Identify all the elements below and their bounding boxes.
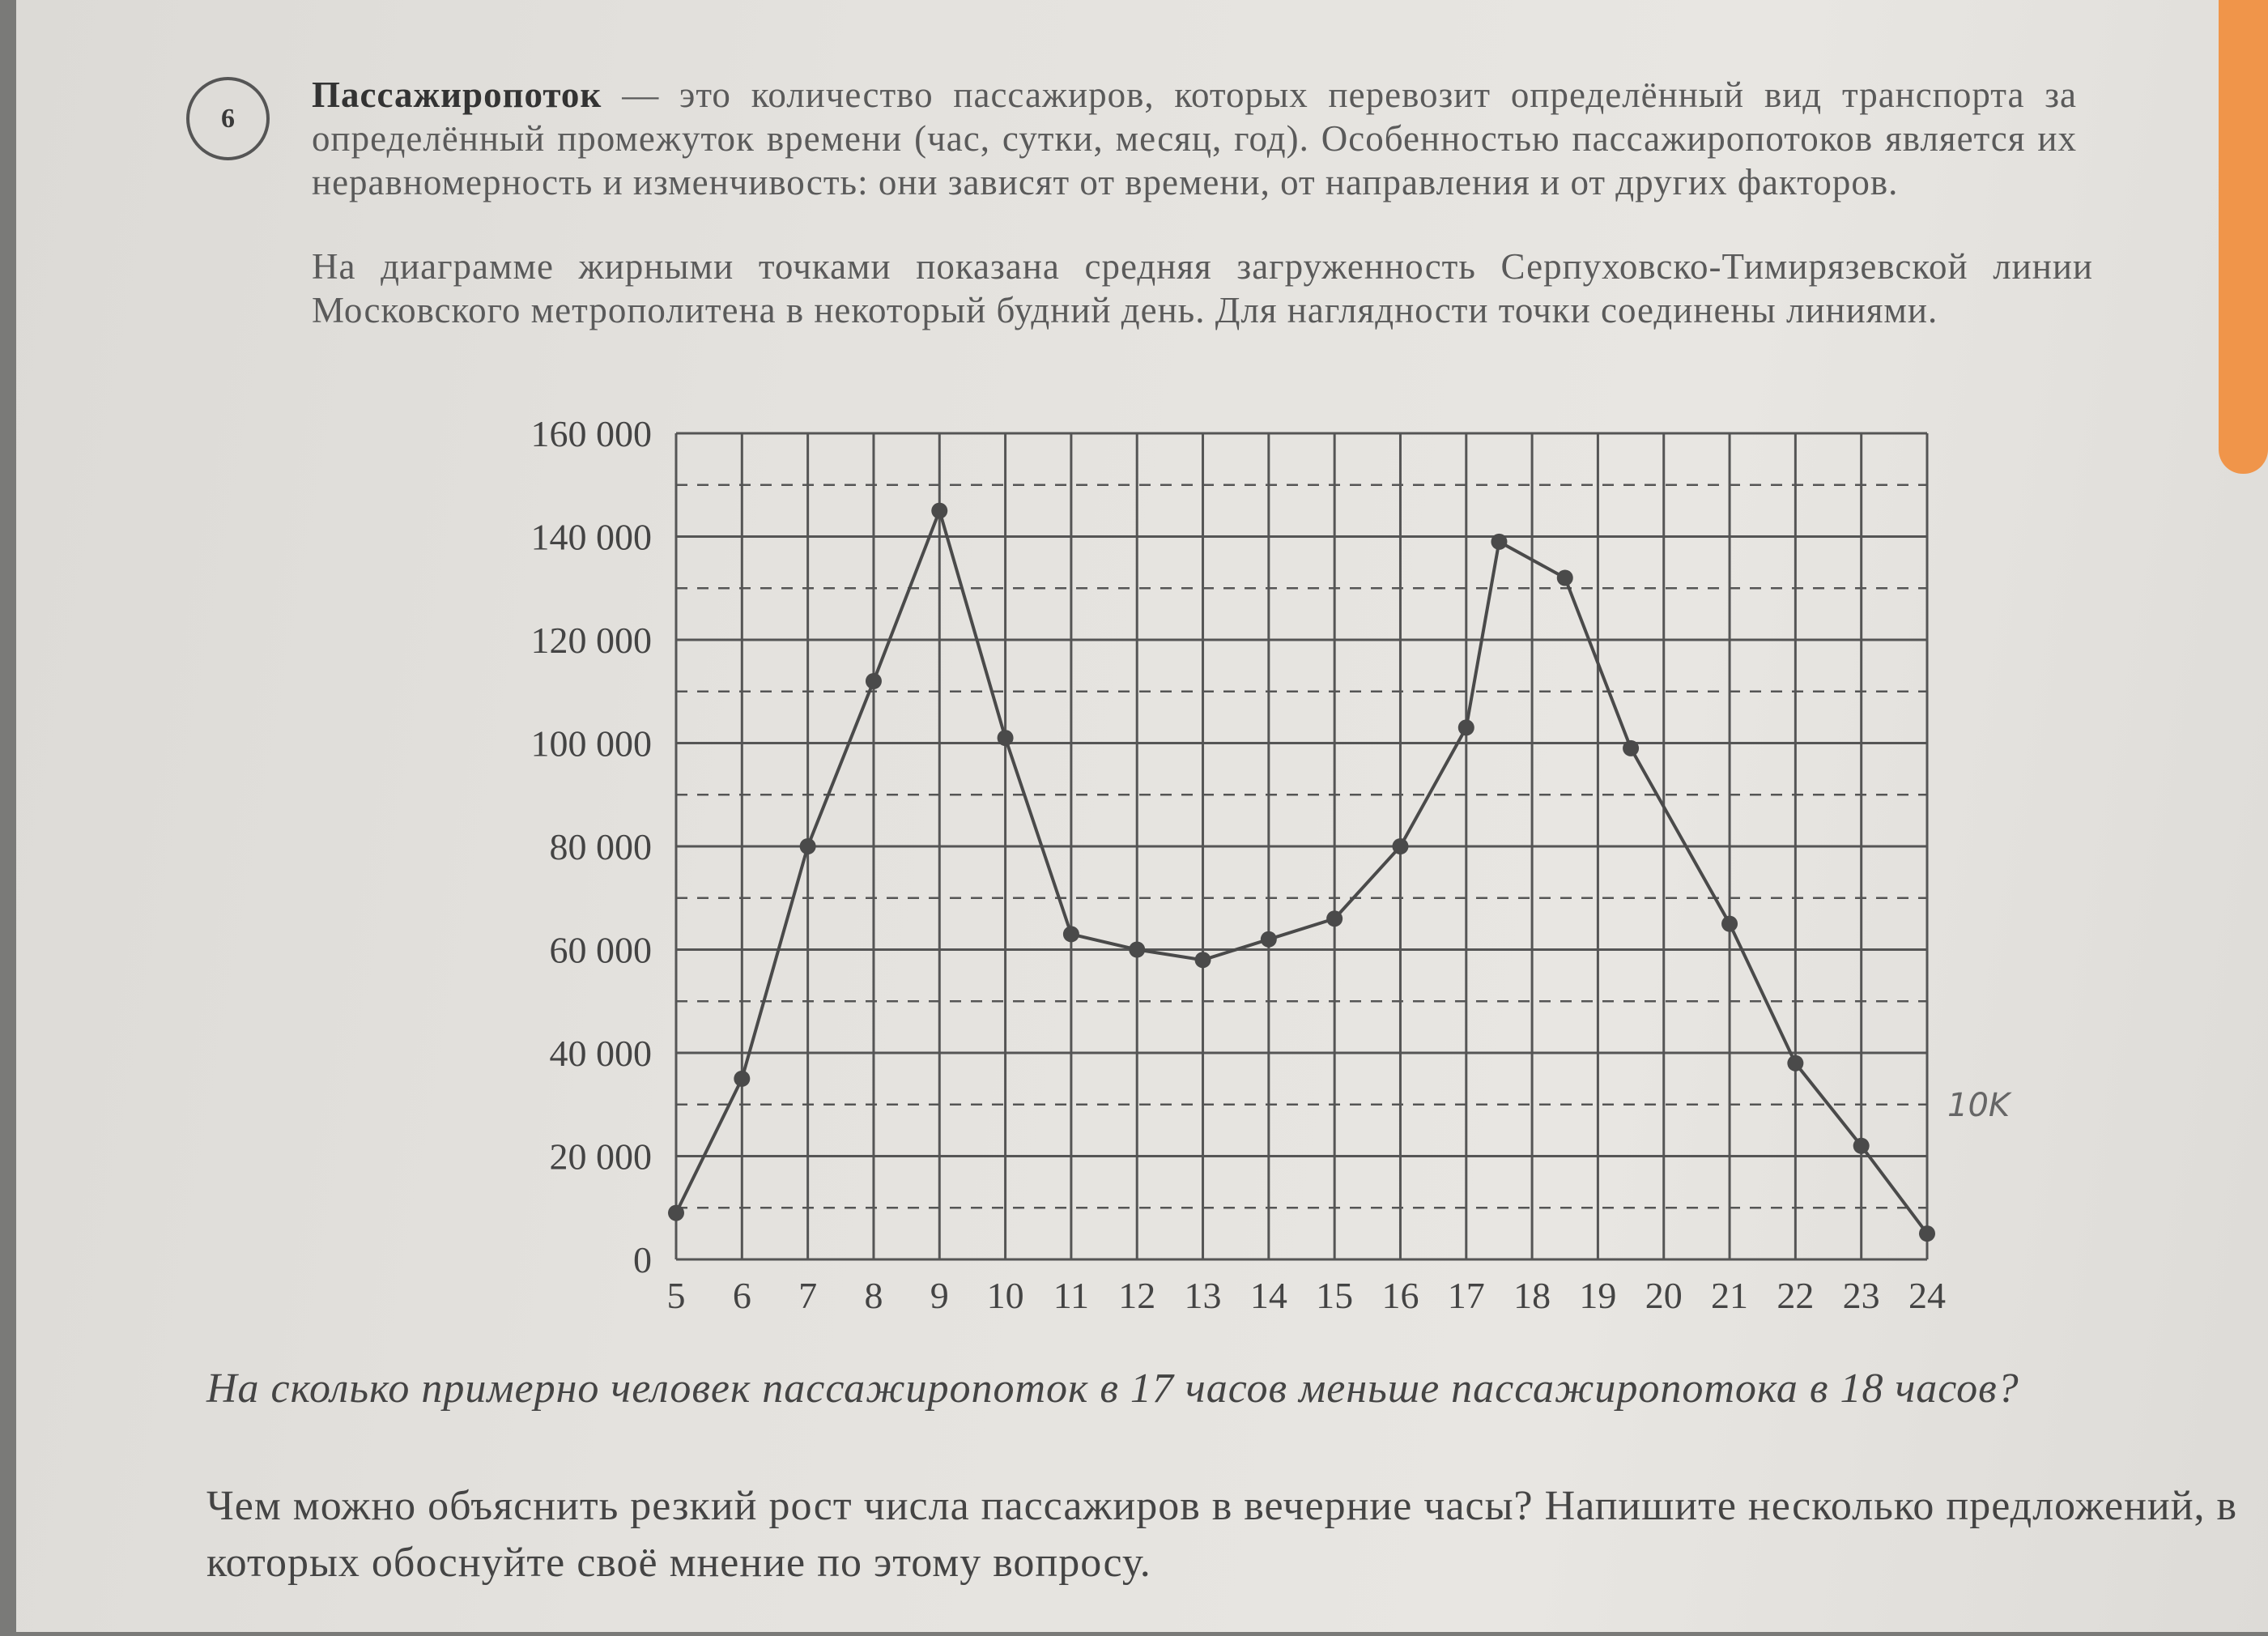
data-point [1129,942,1145,958]
question-2: Чем можно объяснить резкий рост числа пассажиров в вечерние часы? Напишите несколько предложений, в которых обоснуйте своё мнение по этому вопросу. [206,1483,2238,1586]
x-tick-label: 5 [666,1275,686,1316]
x-tick-label: 11 [1053,1275,1090,1316]
y-tick-label: 140 000 [530,516,652,558]
x-tick-label: 8 [864,1275,883,1316]
x-tick-label: 6 [732,1275,751,1316]
data-point [1491,534,1507,550]
y-tick-label: 60 000 [549,929,652,971]
data-point [734,1071,750,1087]
x-tick-label: 9 [930,1275,949,1316]
x-tick-label: 16 [1381,1275,1419,1316]
x-tick-label: 23 [1842,1275,1880,1316]
definition-text: — это количество пассажиров, которых перевозит определённый вид транспорта за определённый промежуток времени (час, сутки, месяц, год). Особенностью пассажиропотоков является их неравномерность и изменчивость: они зависят от времени, от направления и от других факторов. [312,75,2077,202]
handwritten-annotation: 10K [1947,1086,2011,1124]
y-tick-label: 80 000 [549,826,652,867]
data-point [998,730,1014,746]
data-point [1326,910,1343,927]
data-point [1557,570,1573,586]
diagram-description: На диаграмме жирными точками показана средняя загруженность Серпуховско-Тимирязевской линии Московского метрополитена в некоторый будний день. Для наглядности точки соединены линиями. [312,246,2093,330]
task-number: 6 [186,77,270,160]
x-tick-label: 13 [1184,1275,1222,1316]
data-point [1721,916,1738,932]
data-point [1261,931,1277,948]
x-tick-label: 17 [1447,1275,1485,1316]
question-1: На сколько примерно человек пассажиропоток в 17 часов меньше пассажиропотока в 18 часов? [206,1365,2019,1412]
y-tick-label: 40 000 [549,1033,652,1074]
data-point [866,673,882,689]
data-point [1787,1055,1803,1071]
y-tick-label: 0 [633,1239,652,1280]
x-tick-label: 15 [1316,1275,1354,1316]
data-point [1853,1138,1870,1154]
x-tick-label: 12 [1118,1275,1156,1316]
x-tick-label: 22 [1777,1275,1815,1316]
y-tick-label: 20 000 [549,1135,652,1178]
data-point [800,838,816,854]
y-tick-label: 100 000 [530,722,652,765]
y-tick-label: 160 000 [530,413,652,454]
x-tick-label: 14 [1249,1275,1287,1316]
x-tick-label: 24 [1908,1275,1946,1316]
term: Пассажиропоток [312,75,602,115]
data-point [1195,952,1211,968]
data-point [1063,926,1079,942]
data-point [1392,838,1408,854]
data-point [1458,719,1474,735]
x-tick-label: 19 [1579,1275,1617,1316]
x-tick-label: 7 [798,1275,818,1316]
data-point [668,1205,684,1221]
x-tick-label: 10 [986,1275,1024,1316]
data-point [1919,1225,1935,1242]
y-tick-label: 120 000 [530,620,652,661]
x-tick-label: 21 [1711,1275,1749,1316]
data-point [1623,740,1639,756]
x-tick-label: 20 [1645,1275,1683,1316]
data-point [931,503,947,519]
series-line [676,511,1927,1234]
x-tick-label: 18 [1513,1275,1551,1316]
